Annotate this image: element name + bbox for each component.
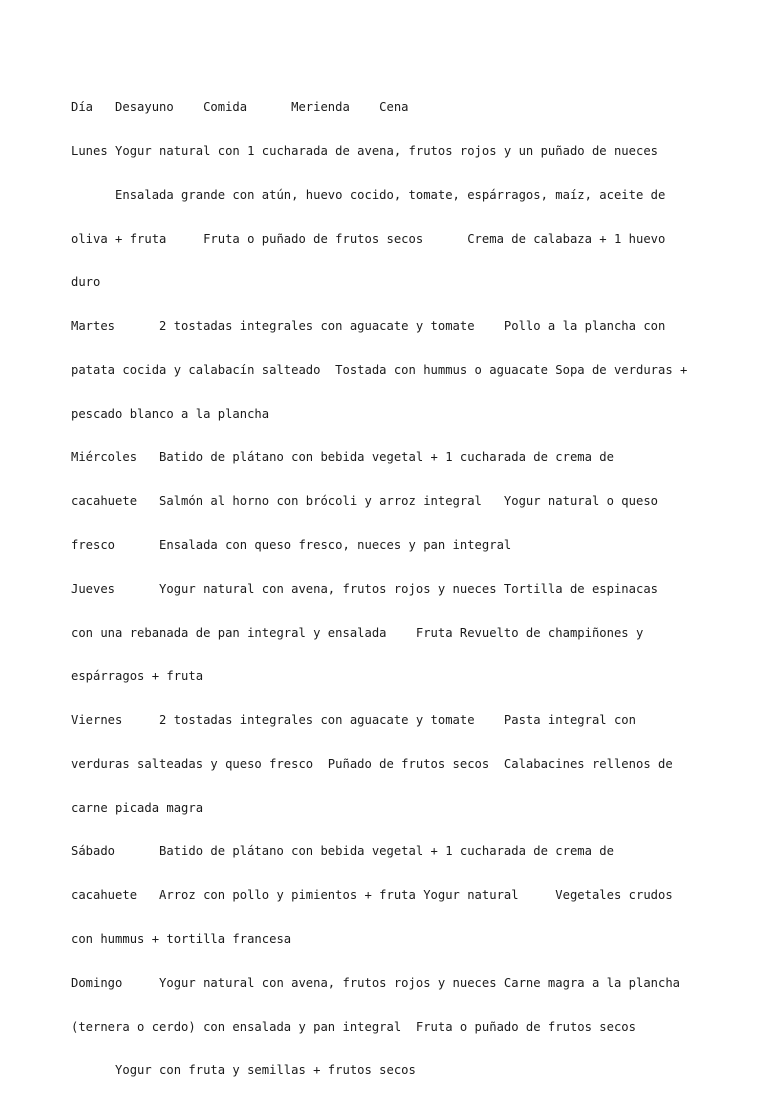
- text-line: con una rebanada de pan integral y ensalada Fruta Revuelto de champiñones y: [71, 625, 644, 640]
- text-line: carne picada magra: [71, 800, 204, 815]
- text-line: cacahuete Salmón al horno con brócoli y arroz integral Yogur natural o queso: [71, 494, 658, 509]
- text-line: (ternera o cerdo) con ensalada y pan integral Fruta o puñado de frutos secos: [71, 1019, 636, 1034]
- text-line: Martes 2 tostadas integrales con aguacate y tomate Pollo a la plancha con: [71, 319, 666, 334]
- text-line: Jueves Yogur natural con avena, frutos rojos y nueces Tortilla de espinacas: [71, 581, 658, 596]
- text-line: Viernes 2 tostadas integrales con aguacate y tomate Pasta integral con: [71, 713, 636, 728]
- meal-plan-text: [71, 71, 711, 1107]
- text-line: Yogur con fruta y semillas + frutos secos: [71, 1063, 416, 1078]
- text-line: Sábado Batido de plátano con bebida vegetal + 1 cucharada de crema de: [71, 844, 614, 859]
- text-line: patata cocida y calabacín salteado Tostada con hummus o aguacate Sopa de verduras +: [71, 362, 688, 377]
- text-line: Ensalada grande con atún, huevo cocido, tomate, espárragos, maíz, aceite de: [71, 187, 666, 202]
- text-line: cacahuete Arroz con pollo y pimientos + fruta Yogur natural Vegetales crudos: [71, 888, 673, 903]
- text-line: con hummus + tortilla francesa: [71, 932, 292, 947]
- text-line: espárragos + fruta: [71, 669, 204, 684]
- text-line: oliva + fruta Fruta o puñado de frutos secos Crema de calabaza + 1 huevo: [71, 231, 666, 246]
- text-line: Día Desayuno Comida Merienda Cena: [71, 100, 409, 115]
- text-line: pescado blanco a la plancha: [71, 406, 270, 421]
- text-line: fresco Ensalada con queso fresco, nueces y pan integral: [71, 538, 512, 552]
- text-line: verduras salteadas y queso fresco Puñado de frutos secos Calabacines rellenos de: [71, 756, 673, 771]
- text-line: duro: [71, 275, 101, 290]
- text-line: Domingo Yogur natural con avena, frutos rojos y nueces Carne magra a la plancha: [71, 975, 681, 990]
- text-line: Miércoles Batido de plátano con bebida vegetal + 1 cucharada de crema de: [71, 450, 614, 465]
- text-line: Lunes Yogur natural con 1 cucharada de avena, frutos rojos y un puñado de nueces: [71, 143, 658, 158]
